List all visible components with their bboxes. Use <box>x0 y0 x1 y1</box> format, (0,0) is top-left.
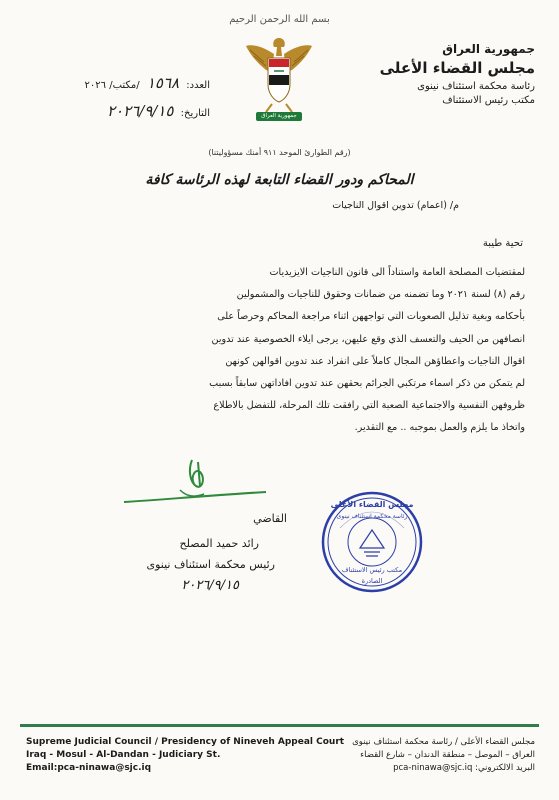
handwritten-signature <box>120 456 270 516</box>
basmala: بسم الله الرحمن الرحيم <box>229 14 330 25</box>
footer-en-line: Supreme Judicial Council / Presidency of Nineveh Appeal Court <box>26 737 345 747</box>
stamp-outer-text: مجلس القضاء الأعلى <box>330 500 414 509</box>
signatory-name: رائد حميد المصلح <box>179 537 259 550</box>
reference-number <box>20 74 210 92</box>
iraq-eagle-emblem-icon <box>244 32 314 124</box>
body-line: واتخاذ ما يلزم والعمل بموجبه .. مع التقدير. <box>354 422 525 434</box>
signatory-title: القاضي <box>253 512 287 525</box>
date-value: ٢٠٢٦/٩/١٥ <box>106 102 174 120</box>
office-name: مكتب رئيس الاستئناف <box>442 95 535 106</box>
footer-ar-line: مجلس القضاء الأعلى / رئاسة محكمة استئناف نينوى <box>352 737 535 747</box>
number-value: ١٥٦٨ <box>146 74 180 92</box>
footer-en-line: Iraq - Mosul - Al-Dandan - Judiciary St. <box>26 750 221 760</box>
body-line: انصافهن من الحيف والتعسف الذي وقع عليهن، يرجى ايلاء الخصوصية عند تدوين <box>211 333 525 345</box>
council-name: مجلس القضاء الأعلى <box>379 59 535 77</box>
date-label: التاريخ: <box>180 108 210 119</box>
addressee-title: المحاكم ودور القضاء التابعة لهذه الرئاسة كافة <box>145 172 414 188</box>
hotline-note: (رقم الطوارئ الموحد ٩١١ أمنك مسؤوليتنا) <box>208 148 351 157</box>
greeting: تحية طيبة <box>482 238 523 249</box>
body-line: ظروفهن النفسية والاجتماعية الصعبة التي رافقت تلك المرحلة، للتفضل بالاطلاع <box>213 400 525 412</box>
stamp-bottom-text: مكتب رئيس الاستئناف <box>341 566 403 574</box>
signature-date: ٢٠٢٦/٩/١٥ <box>181 578 239 593</box>
emblem-banner-text: جمهورية العراق <box>261 113 297 119</box>
stamp-label: الصادرة <box>361 577 383 585</box>
body-line: لمقتضيات المصلحة العامة واستناداً الى قانون الناجيات الايزيديات <box>269 267 525 278</box>
stamp-inner-text: رئاسة محكمة استئناف نينوى <box>336 513 408 520</box>
subject-line: م/ (اعمام) تدوين اقوال الناجيات <box>332 200 459 211</box>
footer-ar-line: العراق – الموصل – منطقة الدندان – شارع القضاء <box>360 750 535 760</box>
body-line: رقم (٨) لسنة ٢٠٢١ وما تضمنه من ضمانات وحقوق للناجيات والمشمولين <box>236 289 525 301</box>
footer-en-line: Email:pca-ninawa@sjc.iq <box>26 763 152 773</box>
footer-arabic <box>352 736 535 775</box>
country-name: جمهورية العراق <box>442 42 535 56</box>
footer-ar-line <box>352 762 535 775</box>
body-line: بأحكامه وبغية تذليل الصعوبات التي تواجههن اثناء مراجعة المحاكم وحرصاً على <box>217 311 525 323</box>
footer-email-value: pca-ninawa@sjc.iq <box>393 763 473 773</box>
number-label: العدد: <box>186 80 210 91</box>
signatory-role: رئيس محكمة استئناف نينوى <box>146 558 275 571</box>
footer-divider <box>20 724 539 727</box>
letterhead <box>365 42 535 106</box>
footer-english <box>26 736 344 775</box>
reference-date <box>20 102 210 120</box>
footer-email-label: البريد الالكتروني: <box>475 763 535 773</box>
court-name: رئاسة محكمة استئناف نينوى <box>417 81 535 92</box>
letter-body <box>24 262 525 440</box>
number-suffix: /مكتب/ ٢٠٢٦ <box>84 80 140 91</box>
body-line: اقوال الناجيات واعطاؤهن المجال كاملاً على انفراد عند تدوين اقوالهن كونهن <box>225 355 525 367</box>
body-line: لم يتمكن من ذكر اسماء مرتكبي الجرائم بحقهن عند تدوين افاداتهن سابقاً بسبب <box>209 378 525 390</box>
